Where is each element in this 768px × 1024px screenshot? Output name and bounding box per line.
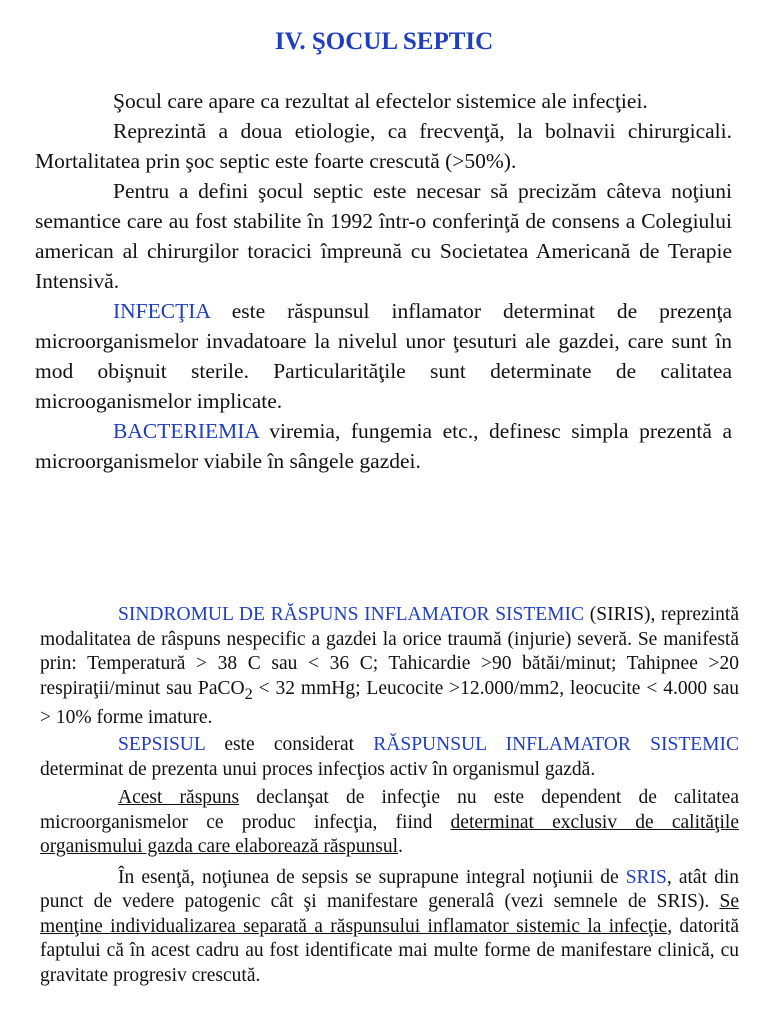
raspuns-text-end: . [398, 836, 403, 858]
infectia-definition: este răspunsul inflamator determinat de prezenţa microorganismelor invadatoare la nivelul unor ţesuturi ale gazdei, care sunt în mod obişnuit sterile. Particularităţile sunt determinate de calitatea microoganismelor implicate. [35, 299, 732, 413]
underlined-individualizarea: Se menţine individualizarea separată a răspunsului inflamator sistemic la infecţie [40, 891, 739, 937]
term-sris: SRIS [625, 866, 667, 888]
underlined-determinat-exclusiv: determinat exclusiv de calităţile organismului gazda care elaborează răspunsul [40, 811, 739, 858]
paragraph-definition: Şocul care apare ca rezultat al efectelor sistemice ale infecţiei. [113, 89, 648, 113]
paragraph-siris [40, 603, 739, 730]
paragraph-etiology: Reprezintă a doua etiologie, ca frecvenţă, la bolnavii chirurgicali. Mortalitatea prin şoc septic este foarte crescută (>50%). [35, 119, 732, 173]
paragraph-semantic-notions: Pentru a defini şocul septic este necesar să precizăm câteva noţiuni semantice care au fost stabilite în 1992 într-o conferinţă de consens a Colegiului american al chirurgilor toracici împreună cu Societatea Americană de Terapie Intensivă. [35, 179, 732, 293]
paragraph-sepsisul [40, 733, 739, 782]
paragraph-infectia [35, 296, 732, 416]
underlined-acest-raspuns: Acest răspuns [118, 787, 240, 809]
paragraph-acest-raspuns [40, 786, 739, 860]
paco2-subscript: 2 [244, 684, 253, 703]
siris-definition-part2: < 32 mmHg; Leucocite >12.000/mm2, leocucite < 4.000 sau > 10% forme imature. [40, 677, 739, 728]
term-raspunsul-inflamator-sistemic: RĂSPUNSUL INFLAMATOR SISTEMIC [373, 734, 739, 756]
term-siris: SINDROMUL DE RĂSPUNS INFLAMATOR SISTEMIC [118, 604, 585, 625]
page-title: IV. ŞOCUL SEPTIC [274, 28, 494, 55]
esenta-text-end: , datorită faptului că în acest cadru au fost identificate mai multe forme de manifestare clinică, cu gravitate progresiv crescută. [40, 915, 739, 986]
raspuns-text-mid: declanşat de infecţie nu este dependent de calitatea microorganismelor ce produc infecţia, fiind [40, 787, 739, 833]
term-bacteriemia: BACTERIEMIA [113, 419, 259, 443]
bacteriemia-definition: viremia, fungemia etc., definesc simpla prezentă a microorganismelor viabile în sângele gazdei. [35, 419, 732, 473]
paragraph-in-esenta [40, 866, 739, 989]
intro-section [35, 86, 732, 476]
esenta-text-mid: , atât din punct de vedere patogenic cât şi manifestare generalâ (vezi semnele de SRIS). [40, 866, 739, 913]
esenta-text-start: În esenţă, noţiunea de sepsis se suprapune integral noţiunii de [118, 866, 626, 888]
siris-definition-part1: (SIRIS), reprezintă modalitatea de râspuns nespecific a gazdei la orice traumă (injurie) severă. Se manifestă prin: Temperatură > 38 C sau < 36 C; Tahicardie >90 bătăi/minut; Tahipnee >20 respiraţii/minut sau PaCO [40, 604, 739, 699]
sepsisul-text-end: determinat de prezenta unui proces infecţios activ în organismul gazdă. [40, 758, 596, 780]
term-infectia: INFECŢIA [113, 299, 210, 323]
term-sepsisul: SEPSISUL [118, 734, 206, 756]
definitions-section [40, 603, 739, 992]
paragraph-bacteriemia [35, 416, 732, 476]
sepsisul-text-mid: este considerat [205, 734, 374, 756]
